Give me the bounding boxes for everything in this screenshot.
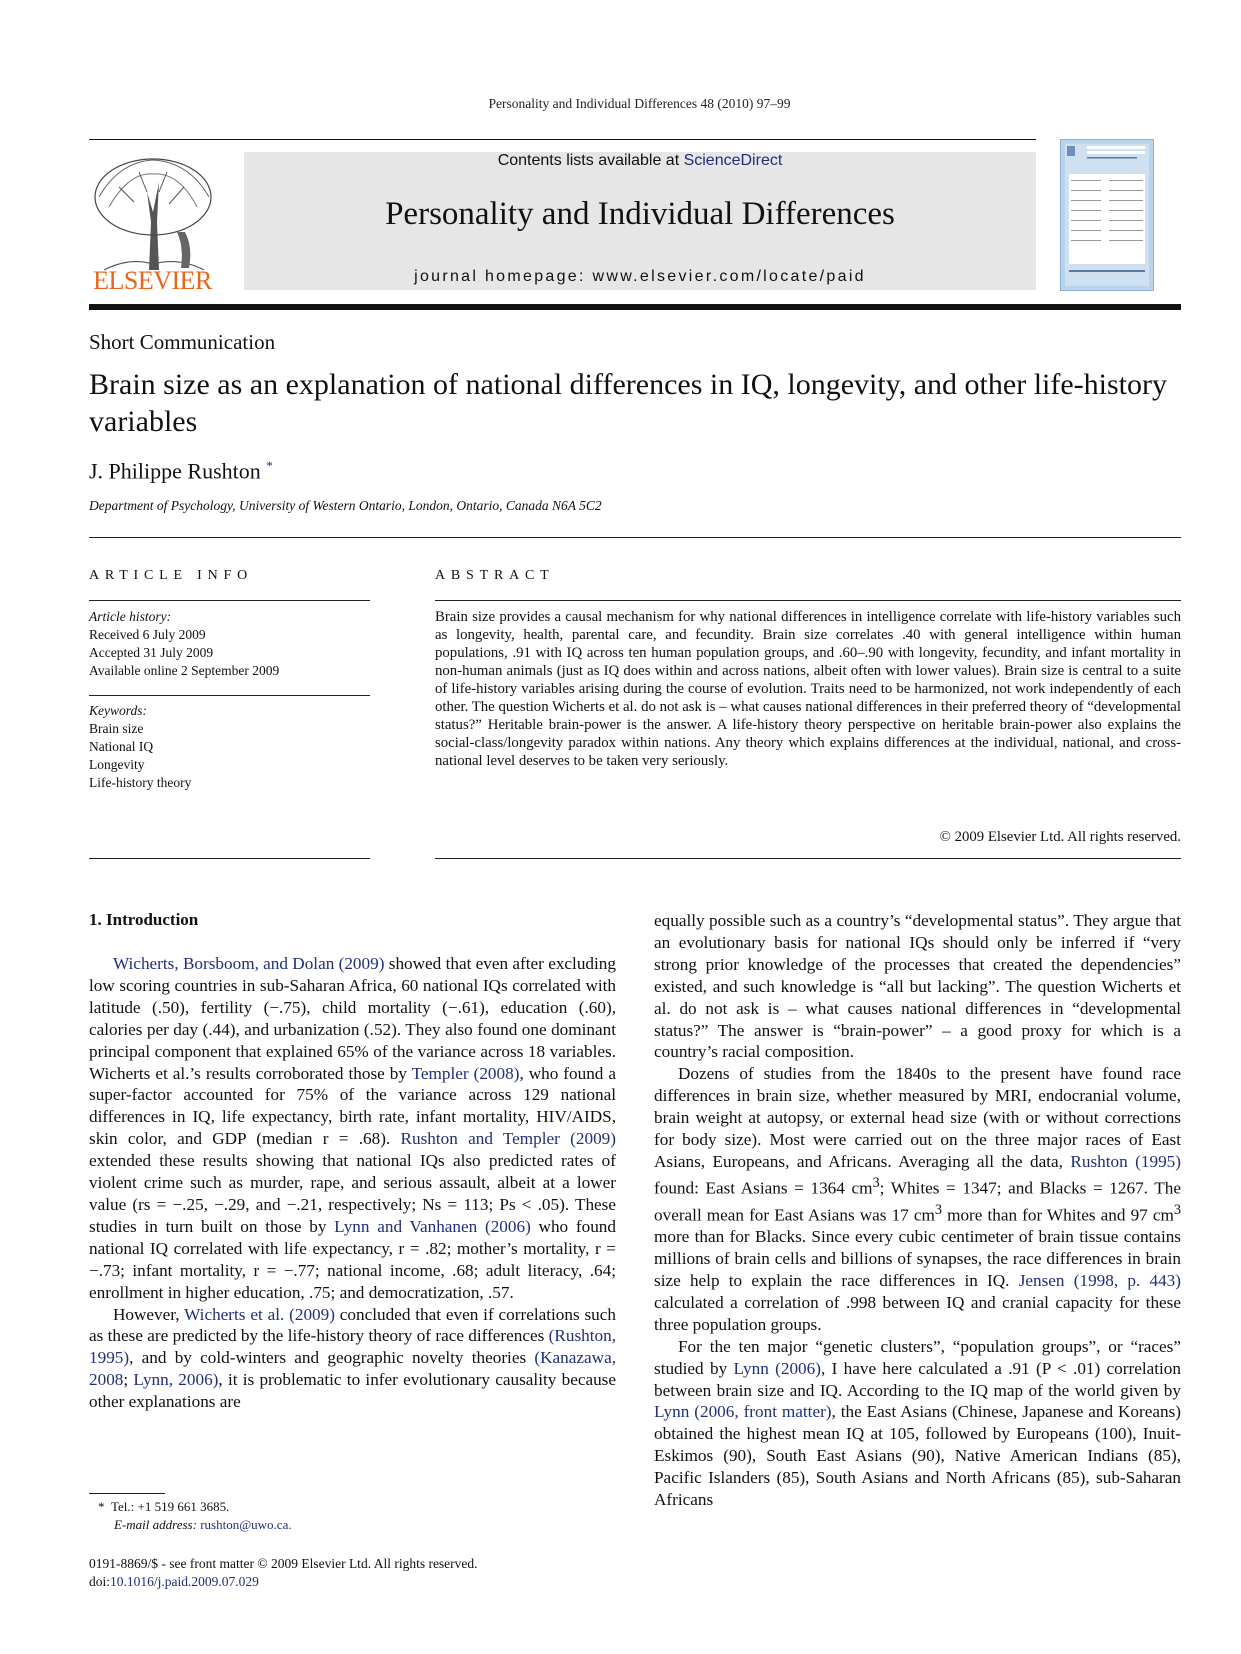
paragraph-text: , I have here calculated a .91 (P < .01) correlation between brain size and IQ. According to the IQ map of the world given by: [654, 1358, 1181, 1400]
elsevier-wordmark: ELSEVIER: [93, 266, 212, 295]
cover-art: [1061, 140, 1153, 290]
footnote-rule: [89, 1493, 165, 1494]
abstract-text: Brain size provides a causal mechanism for why national differences in intelligence correlate with life-history variables such as longevity, health, parental care, and fecundity. Brain size correlates .40 with general intelligence within human populations, .91 with IQ across ten human population groups, and .60–.90 with longevity, fecundity, and infant mortality in non-human animals (just as IQ does within and across nations, albeit often with lower values). Brain size is central to a suite of life-history variables arising during the course of evolution. Traits need to be harmonized, not work independently of each other. The question Wicherts et al. do not ask is – what causes national differences in their preferred theory of “developmental status?” Heritable brain-power is the answer. A life-history theory perspective on heritable brain-power also explains the social-class/longevity paradox within nations. Any theory which explains differences at the individual, national, and cross-national level deserves to be taken very seriously.: [435, 609, 1181, 769]
citation-link[interactable]: (Kanazawa, 2008: [89, 1348, 616, 1390]
citation-link[interactable]: Rushton (1995): [1070, 1151, 1181, 1171]
citation-link[interactable]: Lynn and Vanhanen (2006): [334, 1216, 531, 1236]
citation-link[interactable]: Wicherts, Borsboom, and Dolan (2009): [113, 954, 385, 973]
keyword: Longevity: [89, 757, 145, 772]
paragraph-text: ; Whites = 1347; and Blacks = 1267. The overall mean for East Asians was 17 cm: [654, 1178, 1181, 1225]
header-rule: [89, 139, 1036, 140]
paragraph-text: calculated a correlation of .998 between IQ and cranial capacity for these three population groups.: [654, 1292, 1181, 1334]
paragraph: [89, 1304, 616, 1414]
article-info-heading: ARTICLE INFO: [89, 568, 254, 583]
email-link[interactable]: rushton@uwo.ca.: [200, 1517, 292, 1532]
keywords-block: [89, 702, 370, 792]
journal-title: Personality and Individual Differences: [385, 196, 895, 232]
author-footnote-mark[interactable]: *: [266, 458, 273, 473]
citation-link[interactable]: Templer (2008): [411, 1063, 520, 1083]
paragraph-text: found: East Asians = 1364 cm: [654, 1178, 873, 1198]
section-heading-introduction: 1. Introduction: [89, 910, 199, 929]
paragraph: equally possible such as a country’s “developmental status”. They argue that an evolutionary basis for national IQs should only be inferred if “very strong prior knowledge of the processes that created the dependencies” existed, and such knowledge is “all but lacking”. The question Wicherts et al. do not ask is – what causes national differences in “developmental status?” The answer is “brain-power” – a good proxy for which is a country’s racial composition.: [654, 911, 1181, 1062]
doi-line: [89, 1573, 689, 1591]
paragraph: [654, 1063, 1181, 1335]
citation-link[interactable]: Lynn (2006, front matter): [654, 1402, 832, 1422]
citation-link[interactable]: Lynn (2006): [733, 1358, 821, 1378]
footnote-email: [98, 1516, 598, 1534]
affiliation-rule: [89, 537, 1181, 538]
keywords-rule: [89, 695, 370, 696]
keywords-label: Keywords:: [89, 703, 147, 718]
author-name: J. Philippe Rushton: [89, 458, 261, 484]
paragraph-text: , the East Asians (Chinese, Japanese and Koreans) obtained the highest mean IQ at 105, followed by Europeans (100), Inuit-Eskimos (90), South East Asians (90), Native American Indians (85), Pacific Islanders (85), South Asians and North Africans (85), sub-Saharan Africans: [654, 1402, 1181, 1510]
issn-line: 0191-8869/$ - see front matter © 2009 Elsevier Ltd. All rights reserved.: [89, 1556, 478, 1571]
paragraph-text: , it is problematic to infer evolutionary causality because other explanations are: [89, 1370, 616, 1412]
author-footnote: [98, 1498, 598, 1534]
keyword: Brain size: [89, 721, 144, 736]
superscript: 3: [872, 1174, 880, 1191]
telephone: Tel.: +1 519 661 3685.: [111, 1499, 230, 1514]
paragraph: [89, 953, 616, 1304]
abstract-bottom-rule: [435, 858, 1181, 859]
paragraph-text: Dozens of studies from the 1840s to the present have found race differences in brain size, whether measured by MRI, endocranial volume, brain weight at autopsy, or external head size (with or without corrections for body size). Most were carried out on the three major races of East Asians, Europeans, and Africans. Averaging all the data,: [654, 1064, 1181, 1171]
paragraph-text: more than for Whites and 97 cm: [942, 1205, 1174, 1225]
keyword: National IQ: [89, 739, 154, 754]
paragraph-text: concluded that even if correlations such as these are predicted by the life-history theory of race differences: [89, 1304, 616, 1346]
journal-reference: Personality and Individual Differences 48 (2010) 97–99: [488, 96, 791, 111]
history-label: Article history:: [89, 609, 172, 624]
article-title: Brain size as an explanation of national differences in IQ, longevity, and other life-history variables: [89, 368, 1167, 438]
right-column: [654, 910, 1181, 1511]
journal-homepage[interactable]: journal homepage: www.elsevier.com/locate/paid: [414, 268, 866, 285]
paragraph-text: more than for Blacks. Since every cubic centimeter of brain tissue contains millions of brain cells and billions of synapses, the race differences in brain size help to explain the race differences in IQ.: [654, 1227, 1181, 1290]
contents-line: [244, 152, 1036, 170]
article-info-rule: [89, 600, 370, 601]
paragraph-text: who found national IQ correlated with life expectancy, r = .82; mother’s mortality, r = −.73; infant mortality, r = −.77; national income, .68; adult literacy, .64; enrollment in higher education, .75; and democratization, .57.: [89, 1216, 616, 1302]
citation-link[interactable]: Lynn, 2006): [133, 1370, 219, 1390]
journal-cover-thumbnail: [1060, 139, 1154, 291]
online-date: Available online 2 September 2009: [89, 663, 280, 678]
article-info-bottom-rule: [89, 858, 370, 859]
author-affiliation: Department of Psychology, University of Western Ontario, London, Ontario, Canada N6A 5C2: [89, 498, 602, 513]
paragraph-text: extended these results showing that national IQs also predicted rates of violent crime such as murder, rape, and serious assault, albeit at a lower value (rs = −.25, −.29, and −.21, respectively; Ns = 113; Ps < .05). These studies in turn built on those by: [89, 1151, 616, 1236]
citation-link[interactable]: Jensen (1998, p. 443): [1018, 1270, 1181, 1290]
accepted-date: Accepted 31 July 2009: [89, 645, 214, 660]
article-history: [89, 608, 370, 680]
keyword: Life-history theory: [89, 775, 192, 790]
contents-prefix: Contents lists available at: [497, 152, 684, 169]
superscript: 3: [934, 1201, 942, 1218]
article-type: Short Communication: [89, 330, 276, 354]
paragraph: [654, 1336, 1181, 1511]
header-thick-rule: [89, 304, 1181, 310]
paragraph-text: However,: [113, 1304, 185, 1324]
citation-link[interactable]: Rushton and Templer (2009): [400, 1129, 616, 1149]
left-column: [89, 953, 616, 1413]
paragraph-text: ;: [123, 1370, 134, 1390]
abstract-rule: [435, 600, 1181, 601]
abstract-copyright: © 2009 Elsevier Ltd. All rights reserved.: [939, 829, 1181, 845]
paragraph-text: , and by cold-winters and geographic novelty theories: [129, 1348, 535, 1368]
footnote-tel: [98, 1498, 598, 1516]
paragraph-text: For the ten major “genetic clusters”, “population groups”, or “races” studied by: [654, 1336, 1181, 1378]
citation-link[interactable]: Wicherts et al. (2009): [184, 1304, 335, 1324]
abstract-heading: ABSTRACT: [435, 568, 555, 583]
paragraph-text: , who found a super-factor accounted for 75% of the variance across 129 national differences in IQ, life expectancy, birth rate, infant mortality, HIV/AIDS, skin color, and GDP (median r = .68).: [89, 1063, 617, 1149]
superscript: 3: [1173, 1201, 1181, 1218]
footnote-mark: *: [98, 1499, 105, 1514]
citation-link[interactable]: (Rushton, 1995): [89, 1326, 616, 1368]
front-matter: [89, 1555, 689, 1591]
sciencedirect-link[interactable]: ScienceDirect: [683, 152, 783, 169]
doi-link[interactable]: 10.1016/j.paid.2009.07.029: [110, 1574, 259, 1589]
received-date: Received 6 July 2009: [89, 627, 206, 642]
doi-label: doi:: [89, 1574, 111, 1589]
email-label: E-mail address:: [114, 1517, 201, 1532]
article-author: [89, 458, 273, 484]
paragraph-text: showed that even after excluding low scoring countries in sub-Saharan Africa, 60 national IQs correlated with latitude (.50), fertility (−.75), child mortality (−.61), education (.60), calories per day (.44), and urbanization (.52). They also found one dominant principal component that explained 65% of the variance across 18 variables. Wicherts et al.’s results corroborated those by: [89, 954, 616, 1083]
